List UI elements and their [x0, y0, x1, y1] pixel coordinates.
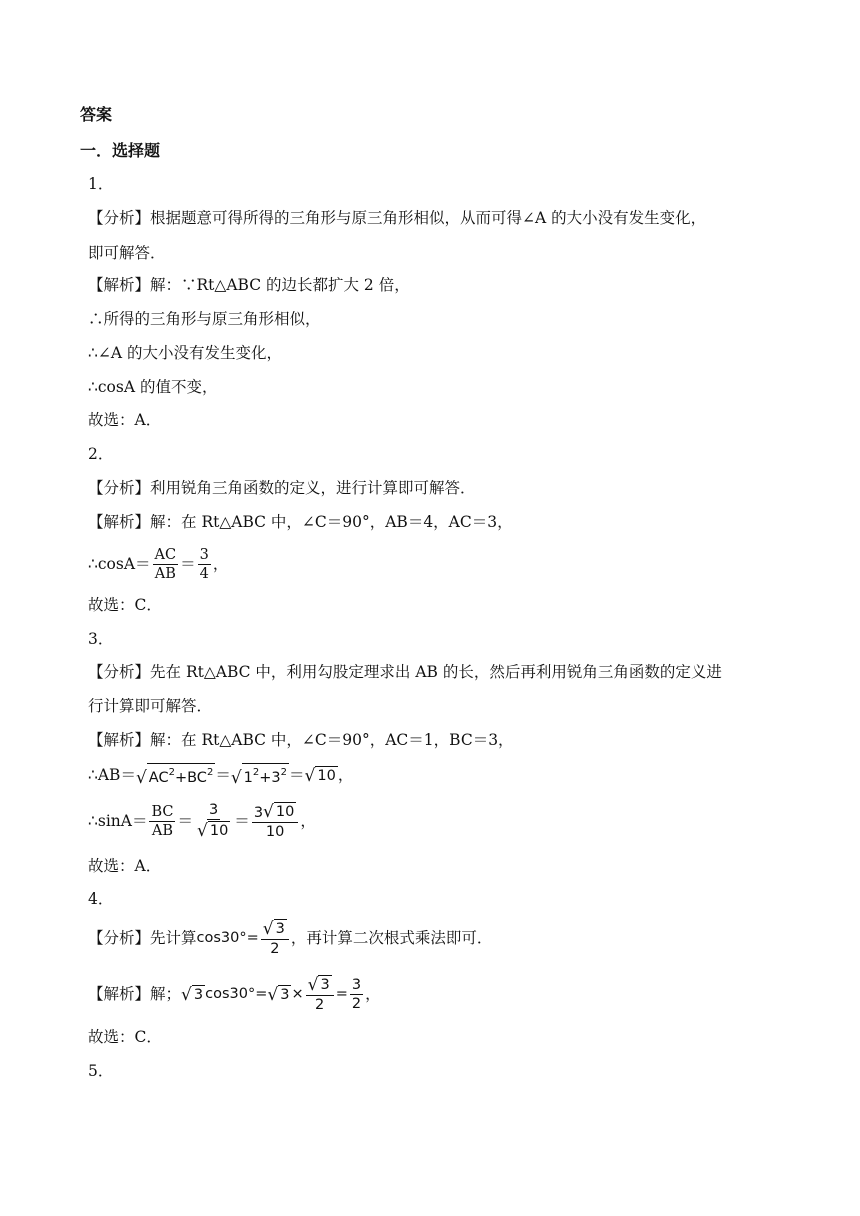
term: +3	[259, 770, 281, 786]
radical-icon: √	[197, 821, 208, 841]
sqrt-3	[263, 919, 287, 938]
equals-sign: ＝	[234, 812, 250, 830]
formula-prefix: ∴sinA＝	[88, 812, 148, 830]
q4-solution	[88, 972, 381, 1016]
fraction-bc-over-ab	[149, 804, 175, 839]
term: AC	[148, 770, 169, 786]
radical-icon: √	[307, 975, 319, 995]
q1-analysis-line-1	[88, 207, 706, 229]
q3-sin-formula	[88, 798, 316, 844]
exponent: 2	[168, 767, 175, 778]
cos30-term: cos30°	[205, 986, 256, 1002]
comma: ，	[365, 985, 381, 1003]
q1-solution-line-1	[88, 274, 410, 296]
solution-tag: 【解析】	[88, 276, 151, 294]
radicand	[147, 763, 216, 787]
denominator	[195, 820, 232, 840]
analysis-tag: 【分析】	[88, 929, 151, 947]
solution-tag: 【解析】	[88, 513, 151, 531]
analysis-tag: 【分析】	[88, 209, 151, 227]
denominator: 10	[265, 824, 285, 840]
numerator	[306, 975, 334, 996]
term: 1	[243, 770, 253, 786]
analysis-tag: 【分析】	[88, 479, 151, 497]
q1-analysis-text-1: 根据题意可得所得的三角形与原三角形相似，从而可得∠A 的大小没有发生变化，	[150, 209, 707, 227]
equals-sign: ＝	[289, 766, 305, 784]
radicand: 3	[320, 977, 330, 993]
numerator: BC	[151, 803, 174, 820]
q2-solution-line-1	[88, 511, 513, 533]
solution-tag: 【解析】	[88, 731, 151, 749]
fraction-3-over-sqrt10	[195, 802, 232, 840]
q1-analysis-line-2: 即可解答．	[88, 244, 166, 262]
equals-sign: ＝	[215, 766, 231, 784]
fraction-3-over-2	[350, 977, 363, 1012]
comma: ，	[337, 766, 354, 784]
numerator: 3	[351, 976, 362, 993]
q2-analysis-text-1: 利用锐角三角函数的定义，进行计算即可解答．	[150, 479, 476, 497]
radical-icon: √	[262, 919, 274, 939]
solution-tag: 【解析】	[88, 985, 151, 1003]
equals-sign: ＝	[180, 555, 196, 573]
fraction-3sqrt10-over-10	[252, 802, 299, 840]
denominator: AB	[151, 822, 174, 839]
radicand: 10	[275, 804, 295, 820]
q4-analysis-prefix: 先计算	[150, 929, 197, 947]
question-number-2: 2．	[88, 445, 114, 463]
radicand: 10	[209, 823, 229, 839]
question-number-3: 3．	[88, 630, 114, 648]
q4-answer: 故选：C．	[88, 1028, 162, 1046]
exponent: 2	[280, 767, 288, 778]
sqrt-3	[181, 985, 205, 1004]
section-heading: 一．选择题	[80, 141, 161, 160]
q3-solution-line-1	[88, 729, 514, 751]
times-sign: ×	[291, 986, 304, 1002]
numerator: AC	[154, 546, 177, 563]
q3-ab-formula	[88, 760, 353, 790]
q1-answer: 故选：A．	[88, 411, 162, 429]
numerator	[261, 919, 289, 940]
q2-answer: 故选：C．	[88, 596, 162, 614]
fraction-sqrt3-over-2	[261, 919, 289, 957]
numerator: 3	[199, 546, 209, 563]
q3-solution-text-1: 解：在 Rt△ABC 中，∠C＝90°，AC＝1，BC＝3，	[150, 731, 514, 749]
equals-sign: =	[255, 986, 268, 1002]
sqrt-10	[263, 802, 296, 821]
denominator: 2	[351, 995, 362, 1012]
radical-icon: √	[181, 984, 192, 1005]
formula-prefix: ∴AB＝	[88, 766, 136, 784]
sqrt-1-3	[231, 763, 289, 787]
sqrt-10	[197, 821, 230, 840]
q4-analysis	[88, 916, 492, 960]
radicand	[242, 763, 289, 787]
denominator: AB	[154, 565, 176, 582]
analysis-tag: 【分析】	[88, 663, 151, 681]
equals-sign: =	[246, 930, 259, 946]
q1-solution-line-3: ∴∠A 的大小没有发生变化，	[88, 344, 282, 362]
denominator: 4	[199, 565, 209, 582]
q1-solution-text-1: 解：∵Rt△ABC 的边长都扩大 2 倍，	[150, 276, 410, 294]
coefficient: 3	[253, 805, 264, 821]
equals-sign: =	[335, 986, 348, 1002]
fraction-sqrt3-over-2	[306, 975, 334, 1013]
sqrt-3	[308, 975, 332, 994]
radicand: 3	[280, 986, 290, 1003]
radicand: 10	[317, 767, 336, 784]
radical-icon: √	[230, 768, 242, 788]
page-title: 答案	[80, 105, 113, 124]
numerator: 3	[209, 802, 219, 818]
exponent: 2	[252, 767, 260, 778]
q3-analysis-line-2: 行计算即可解答．	[88, 697, 213, 715]
q2-solution-text-1: 解：在 Rt△ABC 中，∠C＝90°，AB＝4，AC＝3，	[150, 513, 513, 531]
q2-analysis-line-1	[88, 477, 476, 499]
numerator	[252, 802, 299, 823]
radical-icon: √	[135, 768, 147, 788]
q3-analysis-line-1	[88, 661, 722, 683]
question-number-1: 1．	[88, 175, 114, 193]
exponent: 2	[206, 767, 214, 778]
comma: ，	[212, 555, 229, 573]
equals-sign: ＝	[177, 812, 193, 830]
radical-icon: √	[267, 984, 279, 1005]
question-number-5: 5．	[88, 1062, 114, 1080]
q2-cos-formula	[88, 544, 228, 584]
q3-analysis-text-1: 先在 Rt△ABC 中，利用勾股定理求出 AB 的长，然后再利用锐角三角函数的定义进	[150, 663, 722, 681]
q1-solution-line-2: ∴所得的三角形与原三角形相似，	[88, 310, 321, 328]
radical-icon: √	[304, 765, 316, 786]
denominator: 2	[270, 941, 280, 957]
fraction-ac-over-ab	[153, 547, 179, 582]
sqrt-3	[267, 985, 291, 1004]
sqrt-10	[305, 766, 338, 785]
formula-prefix: ∴cosA＝	[88, 555, 151, 573]
fraction-3-over-4	[198, 547, 211, 582]
term: +BC	[174, 770, 207, 786]
q3-answer: 故选：A．	[88, 857, 162, 875]
sqrt-ac2-bc2	[136, 763, 215, 787]
cos30-term: cos30°	[196, 930, 247, 946]
q4-solution-prefix: 解；	[150, 985, 182, 1003]
radicand: 3	[193, 986, 204, 1003]
question-number-4: 4．	[88, 890, 114, 908]
radical-icon: √	[263, 802, 274, 822]
denominator: 2	[315, 997, 325, 1013]
comma: ，	[300, 812, 316, 830]
q1-solution-line-4: ∴cosA 的值不变，	[88, 378, 218, 396]
radicand: 3	[275, 921, 285, 937]
q4-analysis-suffix: ，再计算二次根式乘法即可．	[290, 929, 493, 947]
